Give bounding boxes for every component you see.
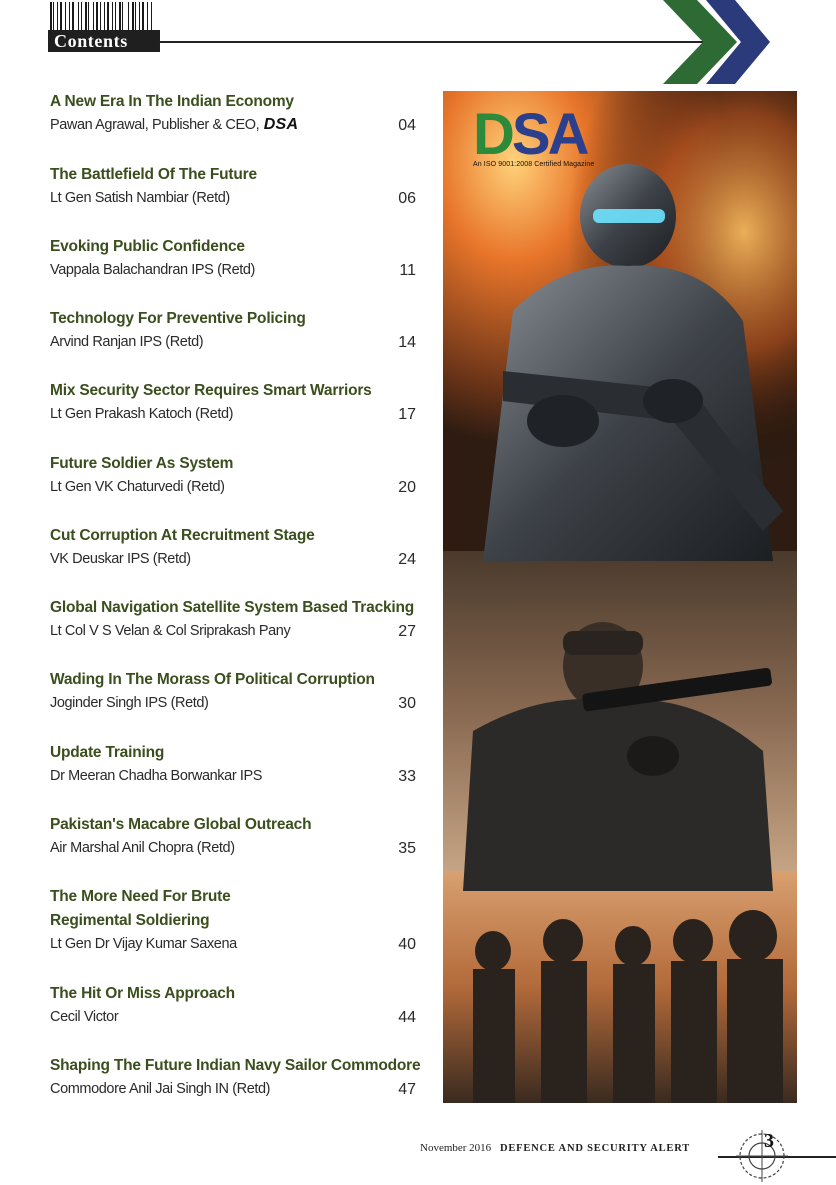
logo-letter-d: D (473, 102, 512, 167)
toc-author: Lt Gen Prakash Katoch (Retd) (50, 406, 234, 422)
toc-page: 06 (398, 190, 416, 207)
toc-page: 40 (398, 936, 416, 953)
soldiers-collage-image (443, 91, 797, 1103)
toc-page: 11 (399, 262, 416, 279)
toc-title: A New Era In The Indian Economy (50, 93, 294, 110)
toc-title: Shaping The Future Indian Navy Sailor Commodore (50, 1057, 421, 1074)
header-rule (158, 41, 703, 43)
toc-entry[interactable] (50, 885, 416, 956)
toc-author: VK Deuskar IPS (Retd) (50, 551, 191, 567)
toc-title: Cut Corruption At Recruitment Stage (50, 527, 315, 544)
logo-letter-a: A (547, 102, 587, 167)
toc-page: 44 (398, 1009, 416, 1026)
toc-title: Update Training (50, 744, 165, 761)
toc-author-brand: DSA (263, 116, 299, 133)
toc-author: Air Marshal Anil Chopra (Retd) (50, 840, 235, 856)
toc-page: 30 (398, 695, 416, 712)
issue-date: November 2016 (420, 1142, 492, 1154)
toc-page: 35 (398, 840, 416, 857)
toc-entry[interactable] (50, 452, 416, 499)
toc-author: Lt Col V S Velan & Col Sriprakash Pany (50, 623, 291, 639)
toc-page: 20 (398, 479, 416, 496)
toc-title-line2: Regimental Soldiering (50, 912, 210, 929)
toc-title: Technology For Preventive Policing (50, 310, 306, 327)
toc-entry[interactable] (50, 982, 416, 1029)
toc-page: 14 (398, 334, 416, 351)
toc-page: 17 (398, 406, 416, 423)
toc-author: Lt Gen VK Chaturvedi (Retd) (50, 479, 225, 495)
toc-entry[interactable] (50, 307, 416, 354)
magazine-name: DEFENCE AND SECURITY ALERT (499, 1143, 691, 1154)
toc-title: The More Need For Brute (50, 888, 231, 905)
toc-entry[interactable] (50, 524, 416, 571)
toc-entry[interactable] (50, 596, 416, 643)
toc-entry[interactable] (50, 1054, 421, 1101)
toc-title: The Battlefield Of The Future (50, 166, 257, 183)
dsa-logo (473, 102, 595, 168)
toc-entry[interactable] (50, 741, 416, 788)
toc-author: Pawan Agrawal, Publisher & CEO, (50, 117, 260, 133)
toc-page: 24 (398, 551, 416, 568)
toc-author: Arvind Ranjan IPS (Retd) (50, 334, 204, 350)
toc-page: 47 (398, 1081, 416, 1098)
toc-author: Vappala Balachandran IPS (Retd) (50, 262, 255, 278)
toc-entry[interactable] (50, 163, 416, 210)
toc-author: Lt Gen Satish Nambiar (Retd) (50, 190, 230, 206)
toc-author: Lt Gen Dr Vijay Kumar Saxena (50, 936, 237, 952)
contents-heading-label: Contents (54, 31, 128, 51)
toc-title: The Hit Or Miss Approach (50, 985, 235, 1002)
cover-artwork (443, 91, 797, 1103)
toc-title: Global Navigation Satellite System Based Tracking (50, 599, 415, 616)
toc-page: 33 (398, 768, 416, 785)
page-number: 3 (764, 1130, 774, 1152)
toc-title: Wading In The Morass Of Political Corruption (50, 671, 375, 688)
footer-caption (420, 1142, 690, 1154)
logo-letter-s: S (511, 102, 548, 167)
toc-entry[interactable] (50, 235, 416, 282)
toc-author: Cecil Victor (50, 1009, 119, 1025)
toc-entry[interactable] (50, 90, 416, 137)
toc-author: Commodore Anil Jai Singh IN (Retd) (50, 1081, 271, 1097)
logo-tagline: An ISO 9001:2008 Certified Magazine (473, 161, 595, 168)
toc-author: Dr Meeran Chadha Borwankar IPS (50, 768, 263, 784)
toc-entry[interactable] (50, 813, 416, 860)
toc-page: 04 (398, 117, 416, 134)
toc-title: Mix Security Sector Requires Smart Warriors (50, 382, 372, 399)
toc-page: 27 (398, 623, 416, 640)
crosshair-icon (734, 1128, 790, 1184)
toc-title: Pakistan's Macabre Global Outreach (50, 816, 312, 833)
toc-entry[interactable] (50, 668, 416, 715)
contents-heading (48, 30, 160, 52)
toc-title: Future Soldier As System (50, 455, 234, 472)
toc-author: Joginder Singh IPS (Retd) (50, 695, 209, 711)
toc-title: Evoking Public Confidence (50, 238, 245, 255)
toc-entry[interactable] (50, 379, 416, 426)
